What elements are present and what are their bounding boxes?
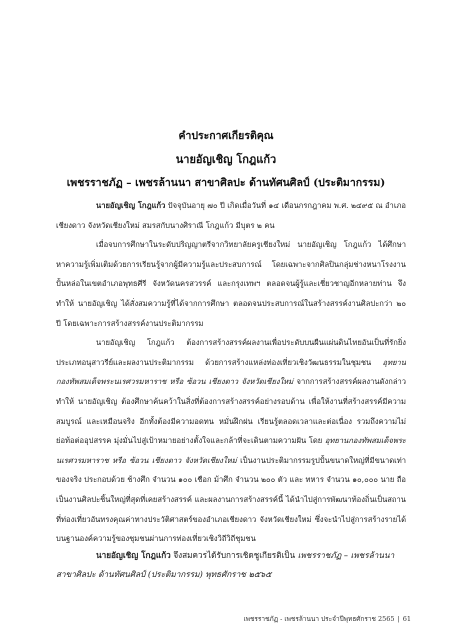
page-footer [236, 614, 411, 624]
footer-page-number: 61 [402, 615, 411, 623]
footer-separator: | [397, 615, 400, 623]
citation-body [56, 196, 406, 549]
paragraph-biography [56, 196, 406, 235]
document-heading: คำประกาศเกียรติคุณ [178, 130, 274, 142]
closing-paragraph [56, 546, 406, 584]
paragraph-biography-name: นายอัญเชิญ โกฎแก้ว [96, 201, 166, 210]
honoree-name: นายอัญเชิญ โกฎแก้ว [175, 153, 277, 166]
paragraph-works [56, 333, 406, 549]
closing-name: นายอัญเชิญ โกฎแก้ว [96, 550, 171, 560]
closing-italic: เพชรราชภัฏ – เพชรล้านนา สาขาศิลปะ ด้านทัศนศิลป์ (ประติมากรรม) พุทธศักราช ๒๕๖๕ [56, 550, 395, 579]
paragraph-works-text-b: จากการสร้างสรรค์ผลงานดังกล่าว ทำให้ นายอัญเชิญ ต้องศึกษาค้นคว้าในสิ่งที่ต้องการสร้างสรรค์อย่างรอบด้าน เพื่อให้งานที่สร้างสรรค์มีความสมบูรณ์ และเหมือนจริง อีกทั้งต้องมีความอดทน หมั่นฝึกฝน เรียนรู้ตลอดเวลาและต่อเนื่อง รวมถึงความไม่ย่อท้อต่ออุปสรรค มุ่งมั่นไปสู่เป้าหมายอย่างตั้งใจและกล้าที่จะเดินตามความฝัน โดย [56, 377, 406, 446]
paragraph-works-italic-a: อุทยานกองทัพสมเด็จพระนเรศวรมหาราช หรือ ซ้อวน เชียงดาว จังหวัดเชียงใหม่ [56, 357, 406, 387]
paragraph-works-text-a: ต้องการสร้างสรรค์ผลงานเพื่อประดับบนผืนแผ่นดินไทยอันเป็นที่รักยิ่ง ประเภทอนุสาวรีย์และผลงานประติมากรรม ด้วยการสร้างแหล่งท่องเที่ยวเชิงวัฒนธรรมในชุมชน [56, 338, 406, 367]
paragraph-works-text-c: เป็นงานประติมากรรมรูปปั้นขนาดใหญ่ที่มีขนาดเท่าของจริง ประกอบด้วย ช้างศึก จำนวน ๑๐๐ เชือก ม้าศึก จำนวน ๒๐๐ ตัว และ ทหาร จำนวน ๑๐,๐๐๐ นาย ถือเป็นงานศิลปะชิ้นใหญ่ที่สุดที่เคยสร้างสรรค์ และผลงานการสร้างสรรค์นี้ ได้นำไปสู่การพัฒนาท้องถิ่นเป็นสถานที่ท่องเที่ยวอันทรงคุณค่าทางประวัติศาสตร์ของอำเภอเชียงดาว จังหวัดเชียงใหม่ ซึ่งจะนำไปสู่การสร้างรายได้บนฐานองค์ความรู้ของชุมชนผ่านการท่องเที่ยวเชิงวิถีวิถีชุมชน [56, 455, 407, 544]
footer-publication: เพชรราชภัฏ - เพชรล้านนา ประจำปีพุทธศักราช 2565 [243, 615, 395, 623]
closing-statement [56, 546, 406, 584]
paragraph-works-name: นายอัญเชิญ โกฎแก้ว [96, 338, 175, 348]
paragraph-biography-text: ปัจจุบันอายุ ๗๐ ปี เกิดเมื่อวันที่ ๑๔ เดือนกรกฎาคม พ.ศ. ๒๔๙๕ ณ อำเภอเชียงดาว จังหวัดเชียงใหม่ สมรสกับนางศิราณี โกฎแก้ว มีบุตร ๒ คน [56, 201, 406, 230]
closing-text: จึงสมควรได้รับการเชิดชูเกียรติเป็น [170, 550, 298, 560]
award-title: เพชรราชภัฏ – เพชรล้านนา สาขาศิลปะ ด้านทัศนศิลป์ (ประติมากรรม) [66, 177, 386, 189]
paragraph-works-italic-b: อุทยานกองทัพสมเด็จพระนเรศวรมหาราช หรือ ซ้อวน เชียงดาว จังหวัดเชียงใหม่ [56, 436, 406, 465]
paragraph-education-text: เมื่อจบการศึกษาในระดับปริญญาตรีจากวิทยาลัยครูเชียงใหม่ นายอัญเชิญ โกฎแก้ว ได้ศึกษาหาความรู้เพิ่มเติมด้วยการเรียนรู้จากผู้มีความรู้และประสบการณ์ โดยเฉพาะจากศิลปินกลุ่มช่างหนาโรงงานปั้นหล่อในเขตอำเภอพุทธศีรี จังหวัดนครสวรรค์ และกรุงเทพฯ ตลอดจนผู้รู้และเชี่ยวชาญอีกหลายท่าน จึงทำให้ นายอัญเชิญ ได้สั่งสมความรู้ที่ได้จากการศึกษา ตลอดจนประสบการณ์ในสร้างสรรค์งานศิลปะกว่า ๒๐ ปี โดยเฉพาะการสร้างสรรค์งานประติมากรรม [56, 240, 406, 328]
paragraph-education [56, 235, 406, 333]
